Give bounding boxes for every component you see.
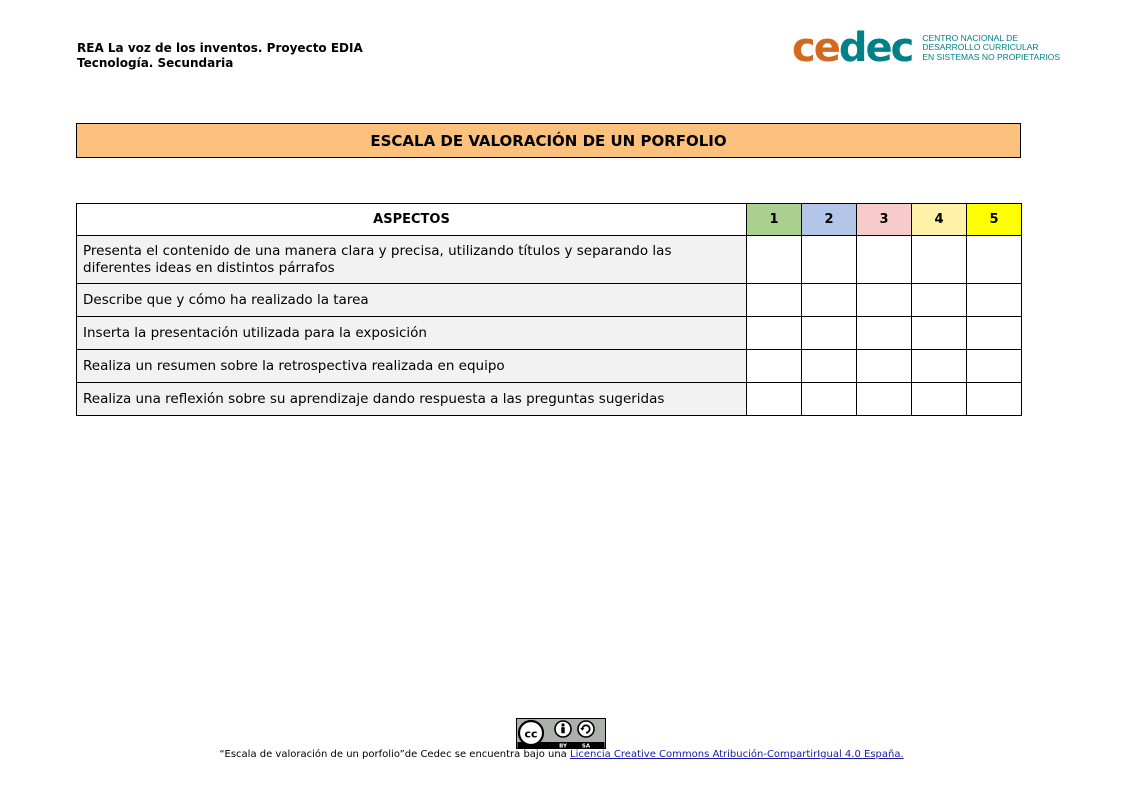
logo-word-part2: dec	[838, 25, 913, 71]
score-cell-4[interactable]	[912, 350, 967, 383]
score-cell-3[interactable]	[857, 317, 912, 350]
cedec-logo	[792, 26, 1060, 70]
score-cell-3[interactable]	[857, 284, 912, 317]
score-cell-1[interactable]	[747, 350, 802, 383]
svg-text:cc: cc	[524, 727, 538, 741]
table-row	[77, 317, 1022, 350]
score-cell-5[interactable]	[967, 317, 1022, 350]
aspect-cell: Realiza una reflexión sobre su aprendizaje dando respuesta a las preguntas sugeridas	[77, 383, 747, 416]
attribution-icon	[555, 721, 571, 737]
score-cell-4[interactable]	[912, 236, 967, 284]
score-cell-5[interactable]	[967, 284, 1022, 317]
page-title: ESCALA DE VALORACIÓN DE UN PORFOLIO	[76, 123, 1021, 158]
score-cell-4[interactable]	[912, 317, 967, 350]
score-cell-3[interactable]	[857, 236, 912, 284]
logo-word-part1: ce	[792, 25, 839, 71]
score-cell-1[interactable]	[747, 383, 802, 416]
creative-commons-badge	[516, 718, 606, 749]
score-cell-5[interactable]	[967, 236, 1022, 284]
table-row	[77, 350, 1022, 383]
logo-subtitle	[922, 34, 1060, 63]
header-project-line: REA La voz de los inventos. Proyecto EDIA	[77, 41, 363, 55]
logo-sub-line3: EN SISTEMAS NO PROPIETARIOS	[922, 51, 1061, 62]
rubric-table	[76, 203, 1022, 416]
score-cell-1[interactable]	[747, 317, 802, 350]
score-cell-2[interactable]	[802, 383, 857, 416]
score-cell-1[interactable]	[747, 284, 802, 317]
score-cell-3[interactable]	[857, 350, 912, 383]
table-row	[77, 284, 1022, 317]
score-cell-2[interactable]	[802, 236, 857, 284]
score-cell-5[interactable]	[967, 350, 1022, 383]
aspect-cell: Inserta la presentación utilizada para la exposición	[77, 317, 747, 350]
score-cell-2[interactable]	[802, 350, 857, 383]
table-row	[77, 383, 1022, 416]
score-cell-4[interactable]	[912, 383, 967, 416]
cc-icon	[519, 721, 543, 745]
logo-sub-line1: CENTRO NACIONAL DE	[922, 32, 1018, 43]
aspect-cell: Realiza un resumen sobre la retrospectiva realizada en equipo	[77, 350, 747, 383]
share-alike-icon	[578, 721, 594, 737]
table-row	[77, 236, 1022, 284]
aspects-header: ASPECTOS	[77, 204, 747, 236]
logo-wordmark	[792, 25, 913, 71]
score-cell-1[interactable]	[747, 236, 802, 284]
aspect-cell: Describe que y cómo ha realizado la tarea	[77, 284, 747, 317]
score-header-4: 4	[912, 204, 967, 236]
license-link[interactable]: Licencia Creative Commons Atribución-CompartirIgual 4.0 España.	[570, 749, 904, 760]
badge-sa-label: SA	[581, 743, 591, 749]
license-footer	[0, 749, 1123, 760]
aspect-cell: Presenta el contenido de una manera clara y precisa, utilizando títulos y separando las diferentes ideas en distintos párrafos	[77, 236, 747, 284]
score-cell-2[interactable]	[802, 284, 857, 317]
score-cell-3[interactable]	[857, 383, 912, 416]
score-cell-5[interactable]	[967, 383, 1022, 416]
score-cell-4[interactable]	[912, 284, 967, 317]
document-header	[77, 41, 363, 71]
license-text: “Escala de valoración de un porfolio”de Cedec se encuentra bajo una	[219, 749, 570, 760]
badge-by-label: BY	[559, 743, 567, 749]
logo-sub-line2: DESARROLLO CURRICULAR	[922, 42, 1039, 53]
score-header-1: 1	[747, 204, 802, 236]
rubric-header-row	[77, 204, 1022, 236]
score-header-2: 2	[802, 204, 857, 236]
score-header-3: 3	[857, 204, 912, 236]
score-header-5: 5	[967, 204, 1022, 236]
score-cell-2[interactable]	[802, 317, 857, 350]
header-subject-line: Tecnología. Secundaria	[77, 56, 234, 70]
